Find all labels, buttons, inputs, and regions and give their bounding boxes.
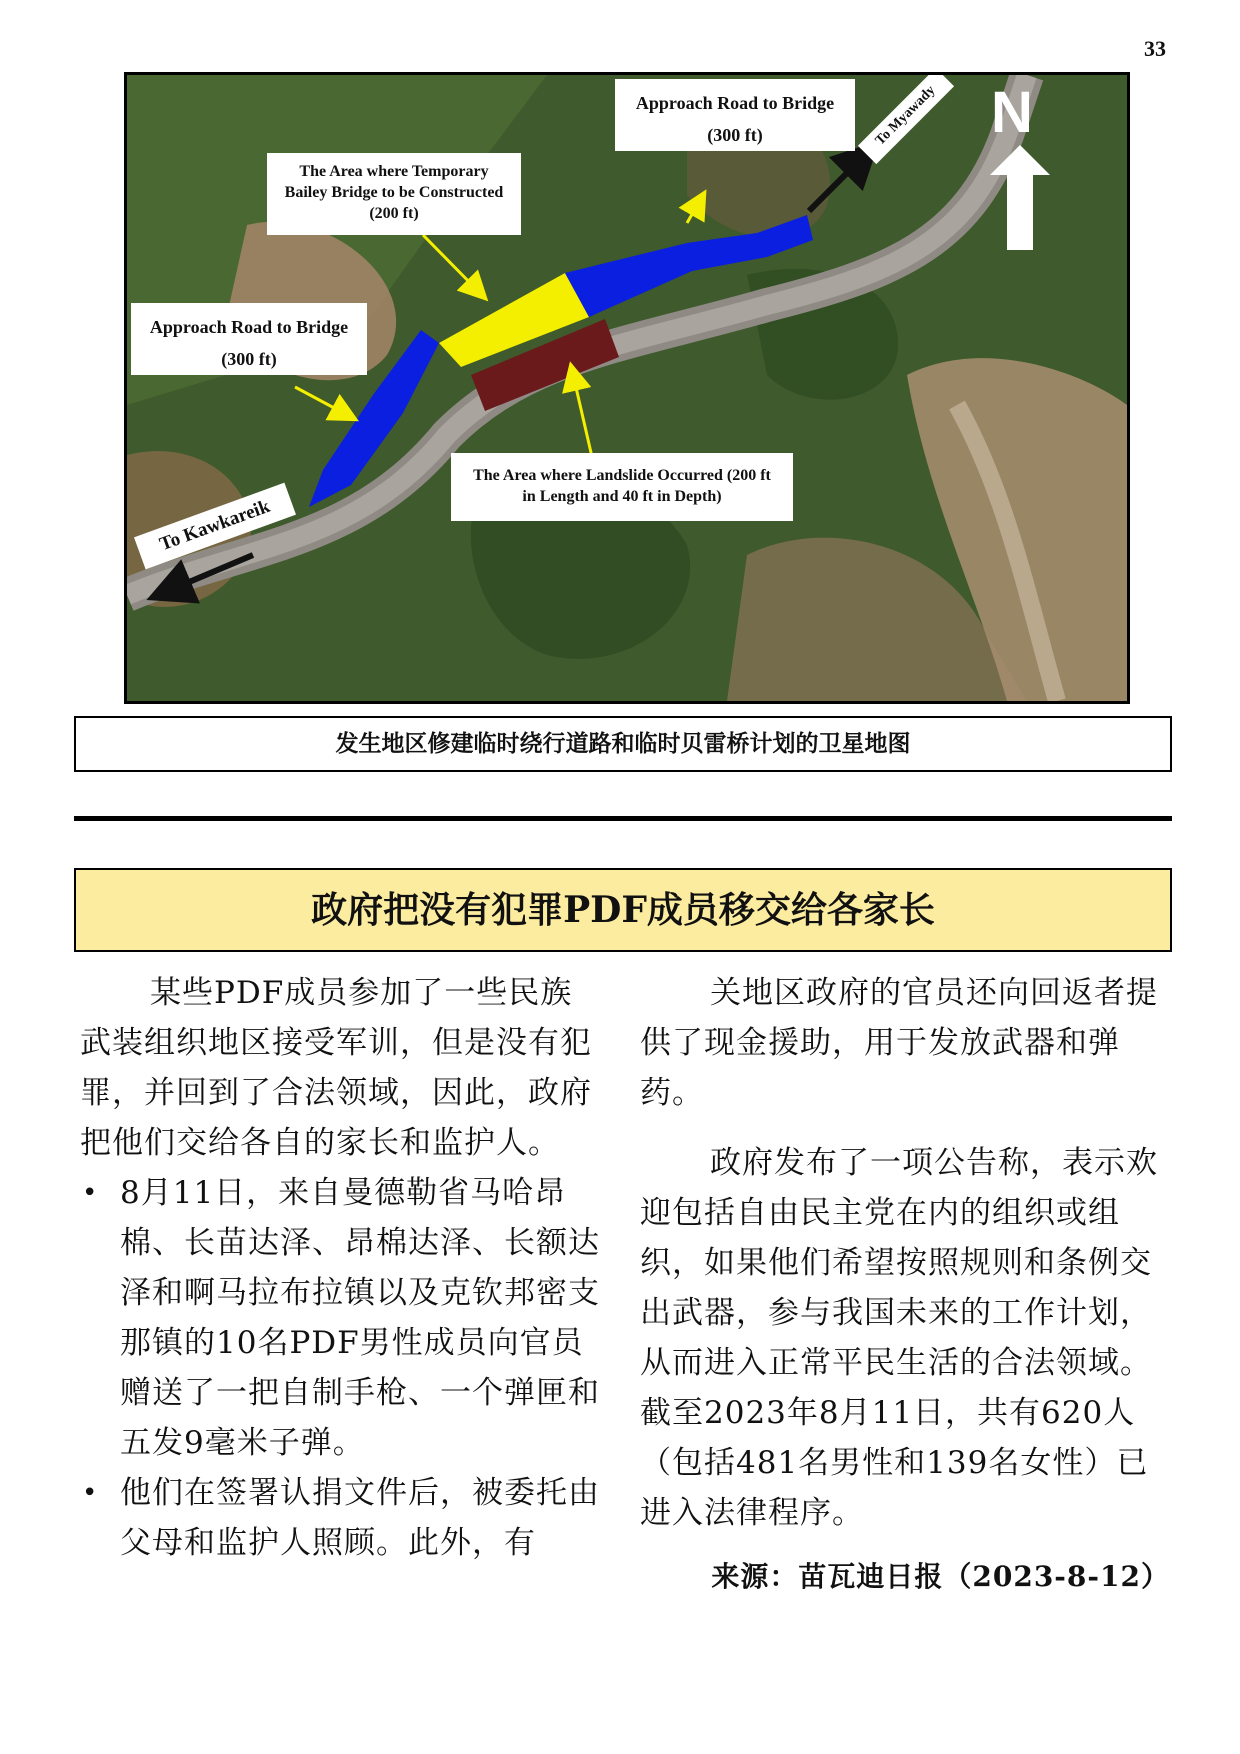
label-line: The Area where Temporary [299, 163, 489, 180]
figure-caption: 发生地区修建临时绕行道路和临时贝雷桥计划的卫星地图 [74, 716, 1172, 772]
satellite-map [124, 72, 1130, 704]
paragraph-gap [640, 1118, 1170, 1138]
label-line: in Length and 40 ft in Depth) [522, 488, 722, 505]
section-divider [74, 816, 1172, 821]
label-to-myawady: To Myawady [858, 72, 954, 164]
article-column-left [80, 968, 600, 1568]
bullet-item: • 他们在签署认捐文件后，被委托由父母和监护人照顾。此外，有 [80, 1468, 600, 1568]
article-continuation: 关地区政府的官员还向回返者提供了现金援助，用于发放武器和弹药。 [640, 975, 1158, 1111]
article-source: 来源：苗瓦迪日报（2023-8-12） [711, 1560, 1170, 1593]
label-landslide [451, 453, 793, 521]
bullet-item: • 8月11日，来自曼德勒省马哈昂棉、长苗达泽、昂棉达泽、长额达泽和啊马拉布拉镇以及克钦邦密支那镇的10名PDF男性成员向官员赠送了一把自制手枪、一个弹匣和五发9毫米子弹。 [80, 1168, 600, 1468]
label-line: (300 ft) [707, 125, 763, 145]
article-intro: 某些PDF成员参加了一些民族武装组织地区接受军训，但是没有犯罪，并回到了合法领域，因此，政府把他们交给各自的家长和监护人。 [80, 975, 592, 1161]
label-approach-road-right [615, 79, 855, 151]
article-paragraph: 政府发布了一项公告称，表示欢迎包括自由民主党在内的组织或组织，如果他们希望按照规则和条例交出武器，参与我国未来的工作计划，从而进入正常平民生活的合法领域。截至2023年8月11日，共有620人（包括481名男性和139名女性）已进入法律程序。 [640, 1145, 1158, 1531]
label-line: (200 ft) [369, 205, 419, 222]
north-label: N [991, 80, 1033, 145]
article-column-right [640, 968, 1170, 1602]
label-line: Bailey Bridge to be Constructed [284, 184, 504, 201]
label-to-kawkareik: To Kawkareik [134, 483, 296, 570]
page-number: 33 [1144, 36, 1166, 61]
label-line: (300 ft) [221, 349, 277, 369]
label-line: The Area where Landslide Occurred (200 ft [473, 467, 771, 484]
label-approach-road-left [131, 303, 367, 375]
article-bullet-list [80, 1168, 600, 1568]
label-bailey-bridge [267, 153, 521, 235]
article-headline: 政府把没有犯罪PDF成员移交给各家长 [74, 868, 1172, 952]
label-line: Approach Road to Bridge [635, 93, 835, 113]
label-line: Approach Road to Bridge [149, 317, 349, 337]
